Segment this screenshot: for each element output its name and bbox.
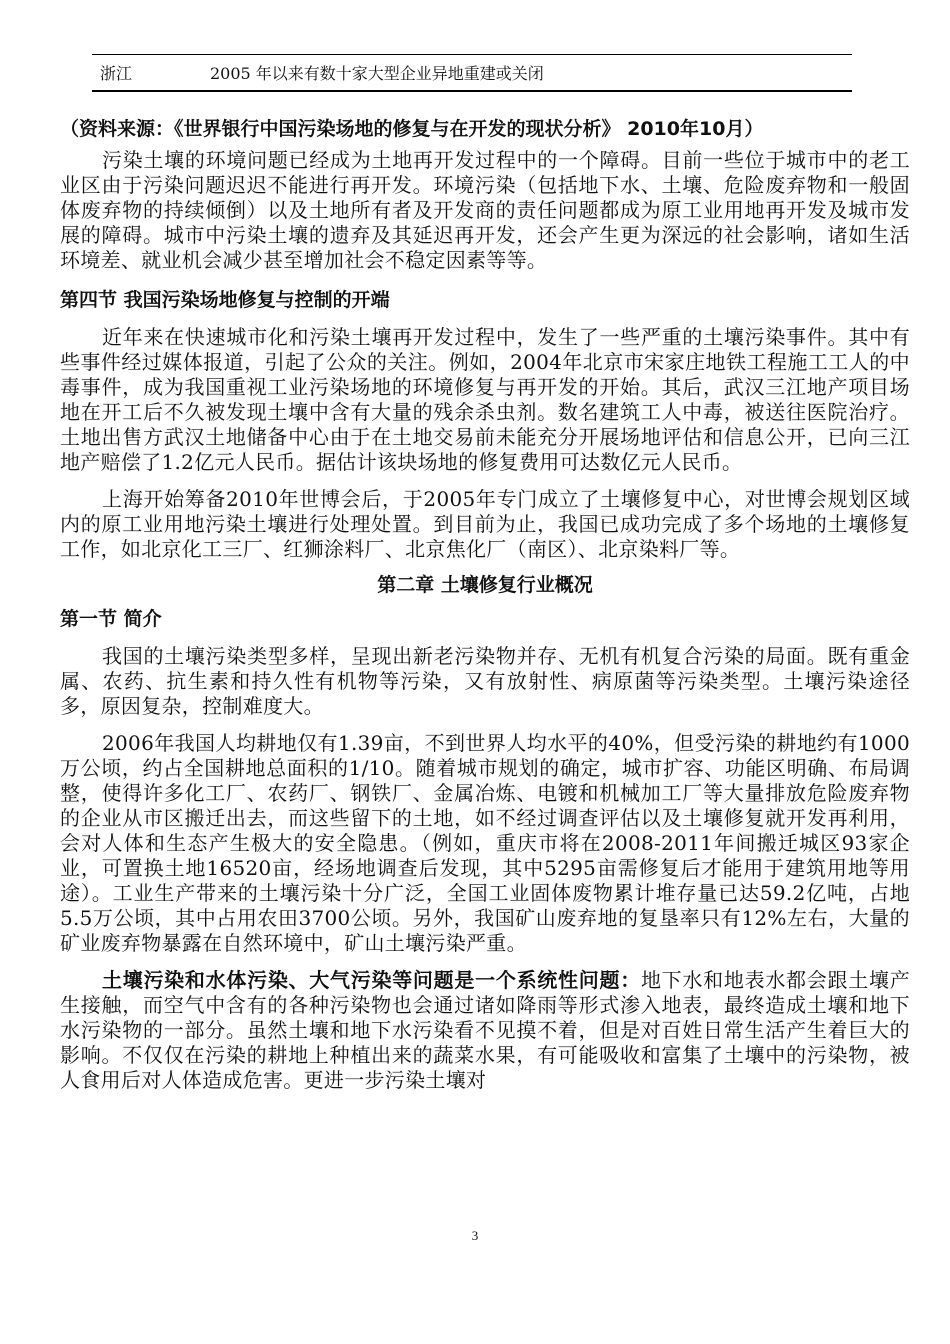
document-page [60, 0, 910, 1344]
paragraph-lead-bold: 土壤污染和水体污染、大气污染等问题是一个系统性问题： [102, 968, 641, 992]
paragraph-urban-redevelopment: 污染土壤的环境问题已经成为土地再开发过程中的一个障碍。目前一些位于城市中的老工业区由于污染问题迟迟不能进行再开发。环境污染（包括地下水、土壤、危险废弃物和一般固体废弃物的持续倾倒）以及土地所有者及开发商的责任问题都成为原工业用地再开发及城市发展的障碍。城市中污染土壤的遗弃及其延迟再开发，还会产生更为深远的社会影响，诸如生活环境差、就业机会减少甚至增加社会不稳定因素等等。 [60, 148, 910, 272]
chapter-heading-2: 第二章 土壤修复行业概况 [377, 574, 593, 596]
paragraph-systemic-problem [60, 968, 910, 1093]
section-heading-4: 第四节 我国污染场地修复与控制的开端 [60, 289, 390, 311]
paragraph-pollution-incidents: 近年来在快速城市化和污染土壤再开发过程中，发生了一些严重的土壤污染事件。其中有些事件经过媒体报道，引起了公众的关注。例如，2004年北京市宋家庄地铁工程施工工人的中毒事件，成为我国重视工业污染场地的环境修复与再开发的开始。其后，武汉三江地产项目场地在开工后不久被发现土壤中含有大量的残余杀虫剂。数名建筑工人中毒，被送往医院治疗。土地出售方武汉土地储备中心由于在土地交易前未能充分开展场地评估和信息公开，已向三江地产赔偿了1.2亿元人民币。据估计该块场地的修复费用可达数亿元人民币。 [60, 325, 910, 474]
table-top-rule [92, 54, 852, 55]
table-bottom-rule [92, 90, 852, 92]
document-body [60, 116, 910, 1093]
paragraph-farmland-statistics: 2006年我国人均耕地仅有1.39亩，不到世界人均水平的40%，但受污染的耕地约有1000万公顷，约占全国耕地总面积的1/10。随着城市规划的确定，城市扩容、功能区明确、布局调整，使得许多化工厂、农药厂、钢铁厂、金属冶炼、电镀和机械加工厂等大量排放危险废弃物的企业从市区搬迁出去，而这些留下的土地，如不经过调查评估以及土壤修复就开发再利用，会对人体和生态产生极大的安全隐患。（例如，重庆市将在2008-2011年间搬迁城区93家企业，可置换土地16520亩，经场地调查后发现，其中5295亩需修复后才能用于建筑用地等用途）。工业生产带来的土壤污染十分广泛，全国工业固体废物累计堆存量已达59.2亿吨，占地5.5万公顷，其中占用农田3700公顷。另外，我国矿山废弃地的复垦率只有12%左右，大量的矿业废弃物暴露在自然环境中，矿山土壤污染严重。 [60, 731, 910, 955]
table-row [92, 60, 852, 88]
source-note: （资料来源：《世界银行中国污染场地的修复与在开发的现状分析》 2010年10月） [60, 118, 764, 140]
paragraph-shanghai-expo: 上海开始筹备2010年世博会后，于2005年专门成立了土壤修复中心，对世博会规划区域内的原工业用地污染土壤进行处理处置。到目前为止，我国已成功完成了多个场地的土壤修复工作，如北京化工三厂、红狮涂料厂、北京焦化厂（南区）、北京染料厂等。 [60, 487, 910, 561]
table-cell-region: 浙江 [100, 64, 133, 83]
page-number: 3 [471, 1228, 479, 1243]
paragraph-body: 地下水和地表水都会跟土壤产生接触，而空气中含有的各种污染物也会通过诸如降雨等形式渗入地表，最终造成土壤和地下水污染物的一部分。虽然土壤和地下水污染看不见摸不着，但是对百姓日常生活产生着巨大的影响。不仅仅在污染的耕地上种植出来的蔬菜水果，有可能吸收和富集了土壤中的污染物，被人食用后对人体造成危害。更进一步污染土壤对 [60, 968, 910, 1092]
section-heading-1: 第一节 简介 [60, 608, 162, 630]
table-cell-description: 2005 年以来有数十家大型企业异地重建或关闭 [210, 64, 544, 83]
paragraph-pollution-types: 我国的土壤污染类型多样，呈现出新老污染物并存、无机有机复合污染的局面。既有重金属、农药、抗生素和持久性有机物等污染，又有放射性、病原菌等污染类型。土壤污染途径多，原因复杂，控制难度大。 [60, 644, 910, 718]
